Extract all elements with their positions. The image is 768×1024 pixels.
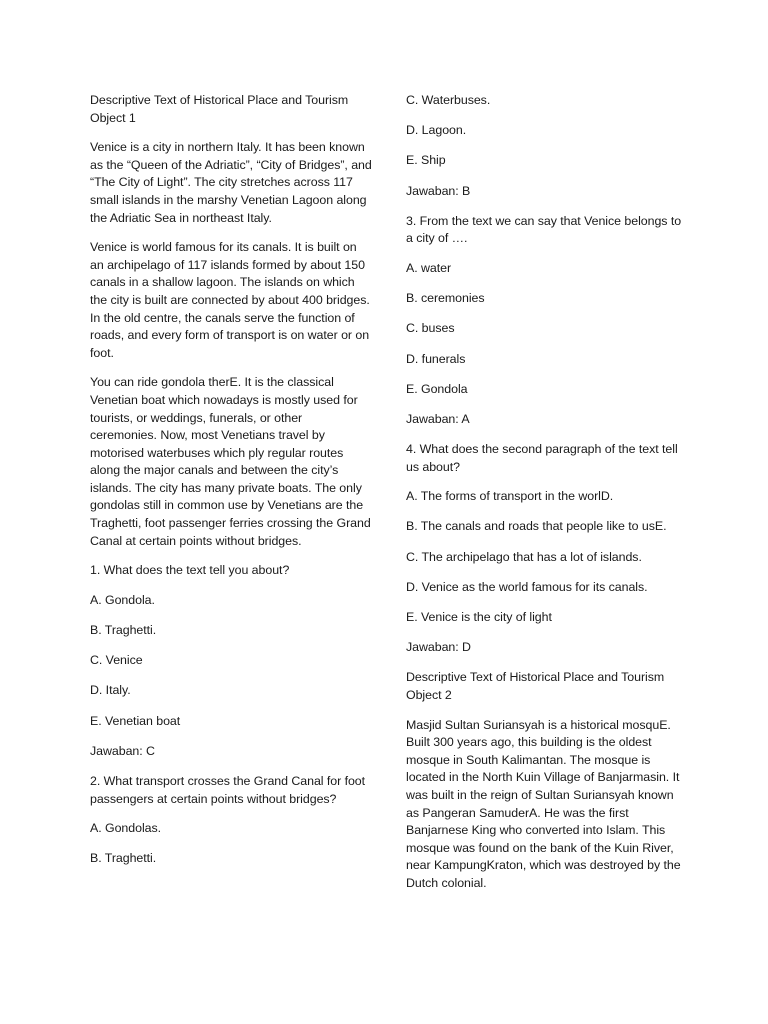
right-column [406,92,688,905]
answer-key: Jawaban: D [406,640,471,655]
answer-key: Jawaban: A [406,411,470,426]
question: 1. What does the text tell you about? [90,563,290,578]
answer-option: E. Venetian boat [90,713,181,728]
answer-option: C. The archipelago that has a lot of islands. [406,549,642,564]
answer-option: E. Ship [406,153,446,168]
answer-option: E. Gondola [406,381,468,396]
paragraph: Venice is a city in northern Italy. It has been known as the “Queen of the Adriatic”, “City of Bridges”, and “The City of Light”. The city stretches across 117 small islands in the marshy Venetian Lagoon along the Adriatic Sea in northeast Italy. [90,140,372,225]
answer-option: B. ceremonies [406,291,485,306]
section-title: Descriptive Text of Historical Place and Tourism Object 2 [406,670,665,702]
answer-option: C. buses [406,321,455,336]
answer-key: Jawaban: B [406,183,471,198]
answer-option: B. Traghetti. [90,851,157,866]
answer-option: A. The forms of transport in the worlD. [406,489,614,504]
left-column [90,92,372,881]
answer-option: C. Venice [90,653,143,668]
answer-option: D. Venice as the world famous for its canals. [406,579,648,594]
answer-option: C. Waterbuses. [406,93,491,107]
answer-option: D. funerals [406,351,466,366]
answer-option: E. Venice is the city of light [406,610,552,624]
answer-option: A. Gondolas. [90,821,162,836]
paragraph: Venice is world famous for its canals. It is built on an archipelago of 117 islands formed by about 150 canals in a shallow lagoon. The islands on which the city is built are connected by about 400 bridges. In the old centre, the canals serve the function of roads, and every form of transport is on water or on foot. [90,240,370,360]
answer-key: Jawaban: C [90,743,155,758]
answer-option: D. Lagoon. [406,123,467,138]
question: 3. From the text we can say that Venice belongs to a city of …. [406,213,682,246]
section-title: Descriptive Text of Historical Place and Tourism Object 1 [90,93,349,125]
answer-option: A. Gondola. [90,592,155,607]
answer-option: D. Italy. [90,683,131,698]
answer-option: B. The canals and roads that people like to usE. [406,519,667,534]
answer-option: A. water [406,260,452,275]
answer-option: B. Traghetti. [90,623,157,638]
paragraph: You can ride gondola therE. It is the classical Venetian boat which nowadays is mostly used for tourists, or weddings, funerals, or other ceremonies. Now, most Venetians travel by motorised waterbuses which ply regular routes along the major canals and between the city’s islands. The city has many private boats. The only gondolas still in common use by Venetians are the Traghetti, foot passenger ferries crossing the Grand Canal at certain points without bridges. [90,375,371,548]
question: 2. What transport crosses the Grand Canal for foot passengers at certain points without bridges? [90,773,366,806]
question: 4. What does the second paragraph of the text tell us about? [406,442,678,474]
paragraph: Masjid Sultan Suriansyah is a historical mosquE. Built 300 years ago, this building is the oldest mosque in South Kalimantan. The mosque is located in the North Kuin Village of Banjarmasin. It was built in the reign of Sultan Suriansyah known as Pangeran SamuderA. He was the first Banjarnese King who converted into Islam. This mosque was found on the bank of the Kuin River, near KampungKraton, which was destroyed by the Dutch colonial. [406,717,681,890]
